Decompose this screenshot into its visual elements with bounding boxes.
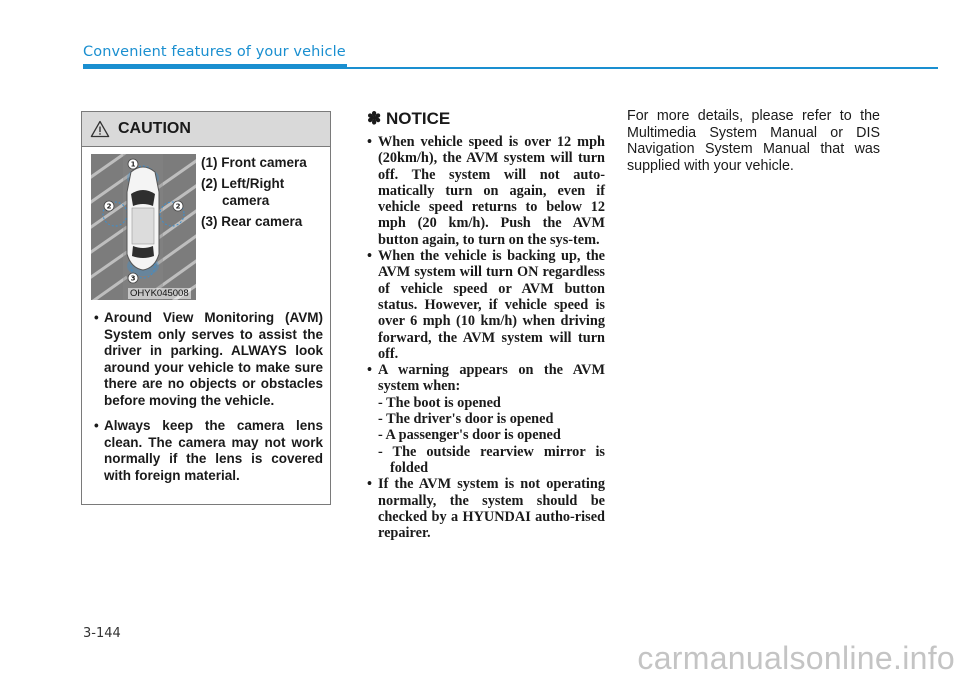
notice-list [367,134,605,541]
header-rule-thin [347,67,938,69]
notice-item: • When the vehicle is backing up, the AVM system will turn ON regardless of vehicle speed or AVM button status. However, if vehicle speed is over 6 mph (10 km/h) when driving forward, the AVM system will turn off. [367,248,605,362]
figure-code: OHYK045008 [130,288,189,299]
notice-item: • When vehicle speed is over 12 mph (20km/h), the AVM system will turn off. The system will not auto-matically turn on again, even if vehicle speed returns to below 12 mph (20 km/h). Push the AVM button again, to turn on the sys-tem. [367,134,605,248]
notice-title: ✽ NOTICE [367,109,451,128]
marker-1: 1 [130,160,136,169]
legend-rear-camera: (3) Rear camera [201,214,303,229]
caution-bullet: • Around View Monitoring (AVM) System only serves to assist the driver in parking. ALWAYS look around your vehicle to make sure there are no objects or obstacles before moving the vehicle. [94,310,323,409]
caution-title: CAUTION [118,120,191,137]
marker-3: 3 [130,274,136,283]
notice-item: • If the AVM system is not operating normally, the system should be checked by a HYUNDAI autho-rised repairer. [367,476,605,541]
avm-top-view-illustration [91,154,196,300]
camera-legend [201,154,326,234]
caution-bullets [94,310,323,493]
watermark: carmanualsonline.info [637,640,955,676]
caution-bullet: • Always keep the camera lens clean. The camera may not work normally if the lens is covered with foreign material. [94,418,323,484]
notice-subitem: - The outside rearview mirror is folded [378,443,605,476]
warning-triangle-icon [90,120,110,138]
marker-2-right: 2 [175,202,181,211]
notice-item [367,362,605,476]
notice-item-text: • A warning appears on the AVM system when: [378,362,605,395]
page-number: 3-144 [83,626,121,641]
notice-subitem: - A passenger's door is opened [378,427,561,444]
marker-2-left: 2 [106,202,112,211]
notice-subitem: - The boot is opened [378,394,501,411]
avm-camera-figure [91,154,196,300]
notice-subitem: - The driver's door is opened [378,411,554,428]
header-rule-thick [83,64,347,69]
more-details-text: For more details, please refer to the Multimedia System Manual or DIS Navigation System Manual that was supplied with your vehicle. [627,108,880,174]
legend-side-camera: (2) Left/Right camera [201,176,285,208]
caution-box [81,111,331,505]
legend-front-camera: (1) Front camera [201,155,307,170]
section-title: Convenient features of your vehicle [83,44,346,60]
caution-header [82,112,330,147]
